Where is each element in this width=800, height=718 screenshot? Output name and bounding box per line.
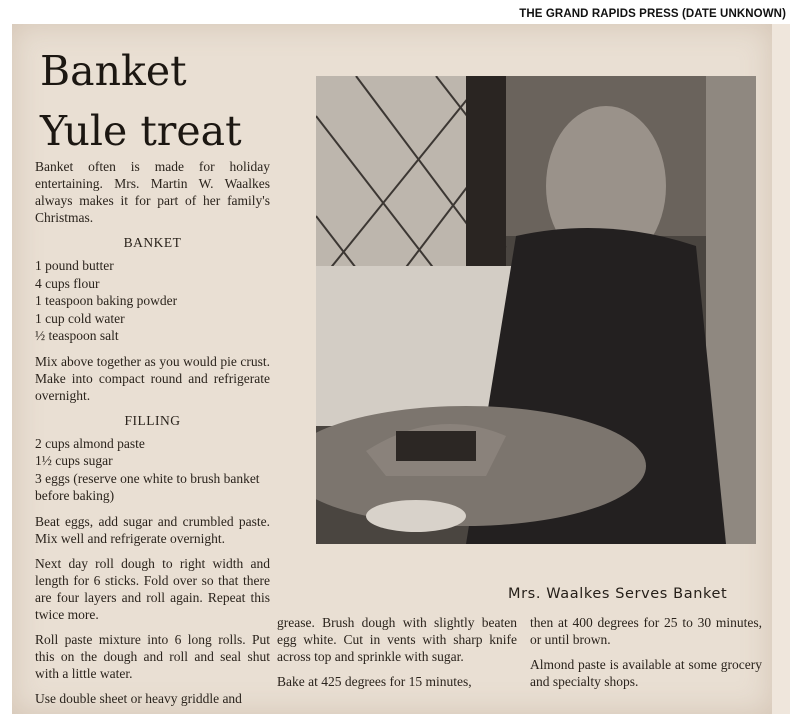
ingredient: 1 teaspoon baking powder — [35, 293, 178, 308]
ingredient: 2 cups almond paste — [35, 435, 145, 451]
ingredient: 1½ cups sugar — [35, 453, 113, 468]
step-paragraph: Roll paste mixture into 6 long rolls. Put this on the dough and roll and seal shut with a little water. — [35, 631, 270, 681]
headline-line-1: Banket — [40, 47, 187, 95]
step-paragraph: Bake at 425 degrees for 15 minutes, — [277, 674, 472, 689]
banket-instructions: Mix above together as you would pie crust. Make into compact round and refrigerate overnight. — [35, 353, 270, 403]
note-paragraph: Almond paste is available at some grocery and specialty shops. — [530, 657, 762, 689]
filling-ingredients — [35, 435, 270, 505]
photo-caption: Mrs. Waalkes Serves Banket — [508, 586, 728, 602]
intro-paragraph: Banket often is made for holiday entertaining. Mrs. Martin W. Waalkes always makes it for part of her family's Christmas. — [35, 159, 270, 225]
clipping-edge — [772, 24, 790, 714]
step-paragraph: then at 400 degrees for 25 to 30 minutes, or until brown. — [530, 615, 762, 647]
ingredient: ½ teaspoon salt — [35, 328, 119, 343]
article-column-2 — [277, 614, 517, 698]
photo-woman-serving-banket — [316, 76, 756, 544]
ingredient: 3 eggs (reserve one white to brush banket before baking) — [35, 470, 260, 503]
article-column-1 — [35, 158, 270, 715]
filling-heading: FILLING — [124, 412, 181, 428]
step-paragraph: Use double sheet or heavy griddle and — [35, 690, 242, 706]
banket-heading: BANKET — [123, 235, 182, 250]
step-paragraph: Next day roll dough to right width and length for 6 sticks. Fold over so that there are four layers and roll again. Repeat this twice more. — [35, 555, 270, 622]
banket-ingredients — [35, 257, 270, 345]
ingredient: 1 cup cold water — [35, 310, 125, 326]
filling-instructions: Beat eggs, add sugar and crumbled paste. Mix well and refrigerate overnight. — [35, 513, 270, 546]
headline-line-2: Yule treat — [40, 107, 242, 155]
ingredient: 1 pound butter — [35, 258, 114, 273]
ingredient: 4 cups flour — [35, 275, 100, 291]
source-label: THE GRAND RAPIDS PRESS (DATE UNKNOWN) — [519, 8, 786, 20]
step-paragraph: grease. Brush dough with slightly beaten egg white. Cut in vents with sharp knife across top and sprinkle with sugar. — [277, 615, 517, 664]
article-column-3 — [530, 614, 762, 698]
